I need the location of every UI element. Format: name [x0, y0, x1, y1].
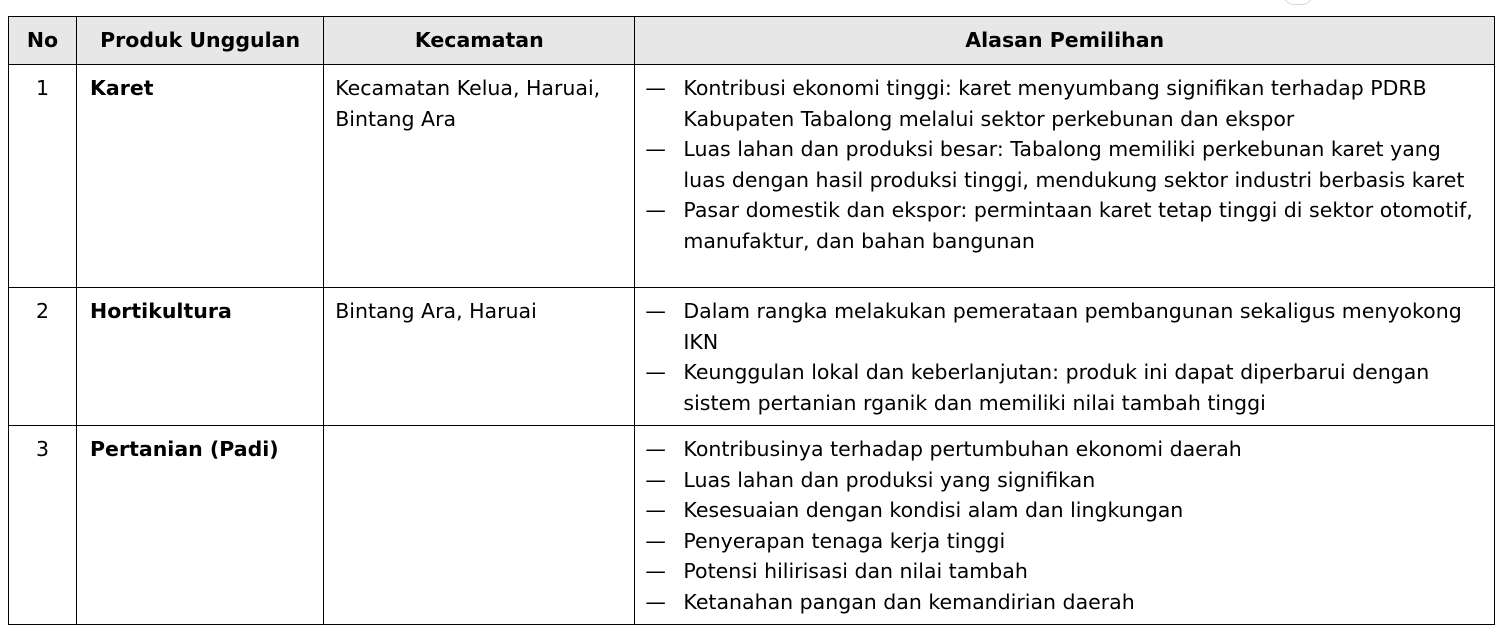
table-row: [9, 288, 1495, 426]
dash-bullet: —: [645, 76, 666, 100]
product-name: Karet: [77, 65, 324, 288]
reason-item: [645, 495, 1484, 526]
dash-bullet: —: [645, 589, 666, 614]
reason-list: [645, 296, 1484, 418]
header-row: [9, 17, 1495, 65]
reason-list: [645, 434, 1484, 617]
reason-item: [645, 134, 1484, 195]
dash-bullet: —: [645, 437, 666, 461]
reason-text: Dalam rangka melakukan pemerataan pembangunan sekaligus menyokong IKN: [683, 299, 1462, 354]
reason-text: Penyerapan tenaga kerja tinggi: [683, 528, 1006, 553]
row-number: 1: [9, 65, 77, 288]
kecamatan-cell: Bintang Ara, Haruai: [324, 288, 635, 426]
corner-logo-fragment: [1283, 0, 1313, 5]
reason-item: [645, 526, 1484, 557]
table-row: [9, 426, 1495, 625]
reason-text: Luas lahan dan produksi yang signifikan: [683, 467, 1096, 492]
reason-list: [645, 73, 1484, 256]
row-number: 3: [9, 426, 77, 625]
table-header: [9, 17, 1495, 65]
reason-item: [645, 587, 1484, 618]
dash-bullet: —: [645, 360, 666, 384]
reason-item: [645, 73, 1484, 134]
table-row: [9, 65, 1495, 288]
dash-bullet: —: [645, 137, 666, 161]
dash-bullet: —: [645, 198, 666, 222]
dash-bullet: —: [645, 299, 666, 323]
reasons-cell: [635, 426, 1495, 625]
reasons-cell: [635, 65, 1495, 288]
reason-item: [645, 296, 1484, 357]
header-alasan-pemilihan: Alasan Pemilihan: [635, 17, 1495, 65]
dash-bullet: —: [645, 559, 666, 583]
dash-bullet: —: [645, 467, 666, 492]
reason-text: Kontribusinya terhadap pertumbuhan ekonomi daerah: [683, 437, 1242, 461]
reason-item: [645, 434, 1484, 465]
dash-bullet: —: [645, 498, 666, 522]
reason-text: Kontribusi ekonomi tinggi: karet menyumbang signifikan terhadap PDRB Kabupaten Tabalong melalui sektor perkebunan dan ekspor: [683, 76, 1427, 131]
reason-text: Kesesuaian dengan kondisi alam dan lingkungan: [683, 498, 1184, 522]
dash-bullet: —: [645, 528, 666, 553]
header-no: No: [9, 17, 77, 65]
table-body: [9, 65, 1495, 625]
header-produk-unggulan: Produk Unggulan: [77, 17, 324, 65]
kecamatan-cell: Kecamatan Kelua, Haruai, Bintang Ara: [324, 65, 635, 288]
reason-item: [645, 357, 1484, 418]
reasons-cell: [635, 288, 1495, 426]
kecamatan-cell: [324, 426, 635, 625]
reason-item: [645, 556, 1484, 587]
reason-text: Luas lahan dan produksi besar: Tabalong memiliki perkebunan karet yang luas dengan hasil produksi tinggi, mendukung sektor industri berbasis karet: [683, 137, 1465, 192]
product-table: [8, 16, 1495, 625]
reason-text: Ketanahan pangan dan kemandirian daerah: [683, 589, 1135, 614]
product-name: Pertanian (Padi): [77, 426, 324, 625]
reason-text: Potensi hilirisasi dan nilai tambah: [683, 559, 1028, 583]
reason-text: Pasar domestik dan ekspor: permintaan karet tetap tinggi di sektor otomotif, manufaktur, dan bahan bangunan: [683, 198, 1473, 253]
product-name: Hortikultura: [77, 288, 324, 426]
reason-item: [645, 465, 1484, 496]
header-kecamatan: Kecamatan: [324, 17, 635, 65]
reason-item: [645, 195, 1484, 256]
reason-text: Keunggulan lokal dan keberlanjutan: produk ini dapat diperbarui dengan sistem pertanian rganik dan memiliki nilai tambah tinggi: [683, 360, 1430, 415]
row-number: 2: [9, 288, 77, 426]
